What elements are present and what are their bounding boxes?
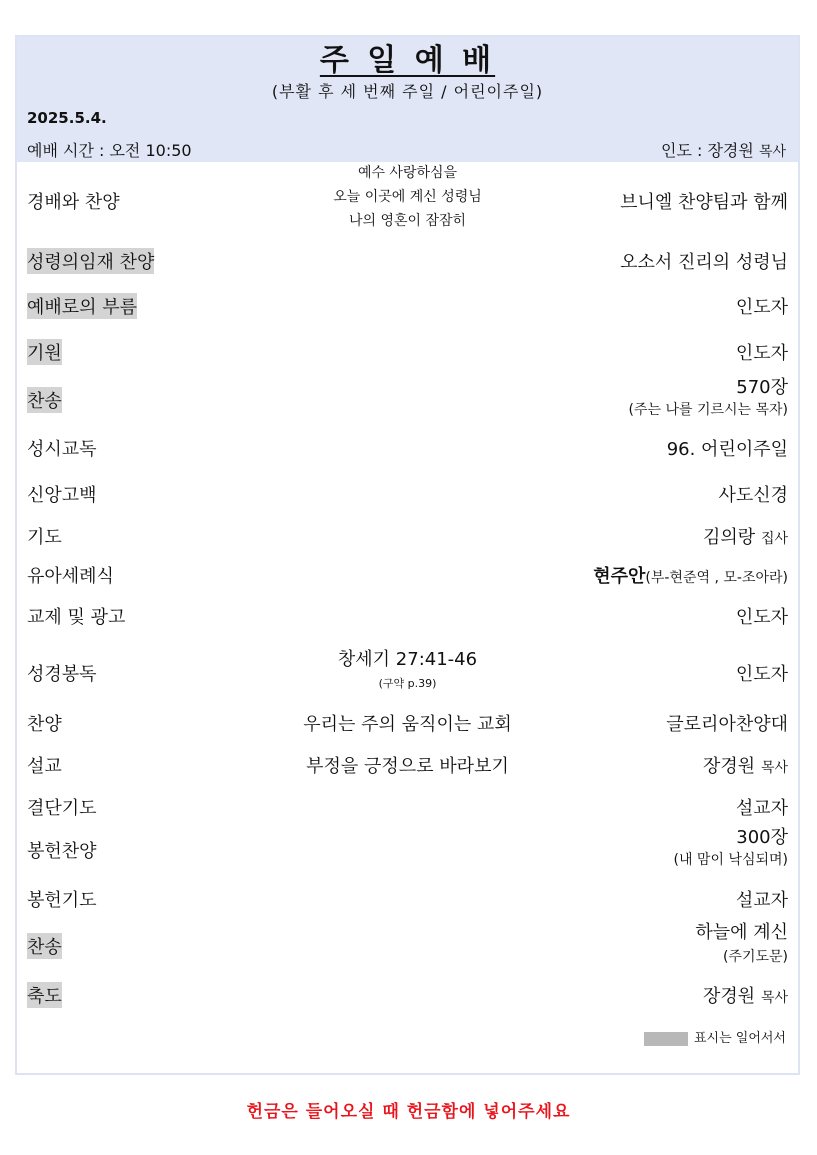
order-row-hymn xyxy=(27,377,788,425)
order-label: 기원 xyxy=(27,339,62,365)
bulletin-sheet xyxy=(15,35,800,1075)
order-leader: 인도자 xyxy=(735,607,788,628)
order-label: 찬송 xyxy=(27,933,62,959)
order-leader: 인도자 xyxy=(735,664,788,685)
order-leader: 브니엘 찬양팀과 함께 xyxy=(620,192,788,213)
order-leader: 인도자 xyxy=(735,343,788,364)
bulletin-header xyxy=(17,37,798,162)
order-leader: 하늘에 계신 (주기도문) xyxy=(695,922,788,965)
order-leader: 장경원 목사 xyxy=(703,756,788,777)
service-leader: 인도 : 장경원 목사 xyxy=(661,141,786,160)
legend-swatch xyxy=(644,1032,688,1046)
order-row-offering-song xyxy=(27,827,788,875)
order-leader: 설교자 xyxy=(735,890,788,911)
order-leader: 글로리아찬양대 xyxy=(666,714,788,735)
order-leader: 96. 어린이주일 xyxy=(666,439,788,460)
service-time: 예배 시간 : 오전 10:50 xyxy=(27,141,192,160)
order-leader: 장경원 목사 xyxy=(703,986,788,1007)
order-label: 성경봉독 xyxy=(27,664,97,685)
order-leader: 현주안(부-현준역 , 모-조아라) xyxy=(593,566,788,587)
order-row-praise xyxy=(27,162,788,242)
order-song: 우리는 주의 움직이는 교회 xyxy=(303,714,512,735)
order-label: 봉헌찬양 xyxy=(27,841,97,862)
order-scripture: 창세기 27:41-46 (구약 p.39) xyxy=(337,649,478,690)
order-leader: 570장 (주는 나를 기르시는 목자) xyxy=(628,377,788,418)
service-date: 2025.5.4. xyxy=(27,109,107,127)
order-label: 교제 및 광고 xyxy=(27,607,126,628)
page-title: 주 일 예 배 xyxy=(319,43,496,78)
page-subtitle: (부활 후 세 번째 주일 / 어린이주일) xyxy=(271,82,544,101)
order-label: 경배와 찬양 xyxy=(27,192,120,213)
order-leader: 김의랑 집사 xyxy=(703,527,788,548)
order-label: 찬송 xyxy=(27,387,62,413)
order-leader: 사도신경 xyxy=(718,485,788,506)
order-label: 유아세례식 xyxy=(27,566,114,587)
order-label: 성시교독 xyxy=(27,439,97,460)
order-row-closing-hymn xyxy=(27,921,788,971)
standing-legend: 표시는 일어서서 xyxy=(644,1027,786,1046)
order-label: 찬양 xyxy=(27,714,62,735)
order-label: 성령의임재 찬양 xyxy=(27,248,154,274)
order-label: 봉헌기도 xyxy=(27,890,97,911)
order-label: 설교 xyxy=(27,756,62,777)
order-songs: 예수 사랑하심을 오늘 이곳에 계신 성령님 나의 영혼이 잠잠히 xyxy=(333,165,482,229)
order-leader: 오소서 진리의 성령님 xyxy=(620,252,788,273)
order-label: 축도 xyxy=(27,982,62,1008)
order-leader: 인도자 xyxy=(735,297,788,318)
order-label: 결단기도 xyxy=(27,798,97,819)
order-label: 기도 xyxy=(27,527,62,548)
order-label: 신앙고백 xyxy=(27,485,97,506)
order-sermon-title: 부정을 긍정으로 바라보기 xyxy=(306,756,509,777)
offering-notice: 헌금은 들어오실 때 헌금함에 넣어주세요 xyxy=(246,1102,571,1122)
order-row-scripture xyxy=(27,648,788,698)
order-label: 예배로의 부름 xyxy=(27,293,137,319)
order-leader: 300장 (내 맘이 낙심되며) xyxy=(673,827,788,868)
order-leader: 설교자 xyxy=(735,798,788,819)
